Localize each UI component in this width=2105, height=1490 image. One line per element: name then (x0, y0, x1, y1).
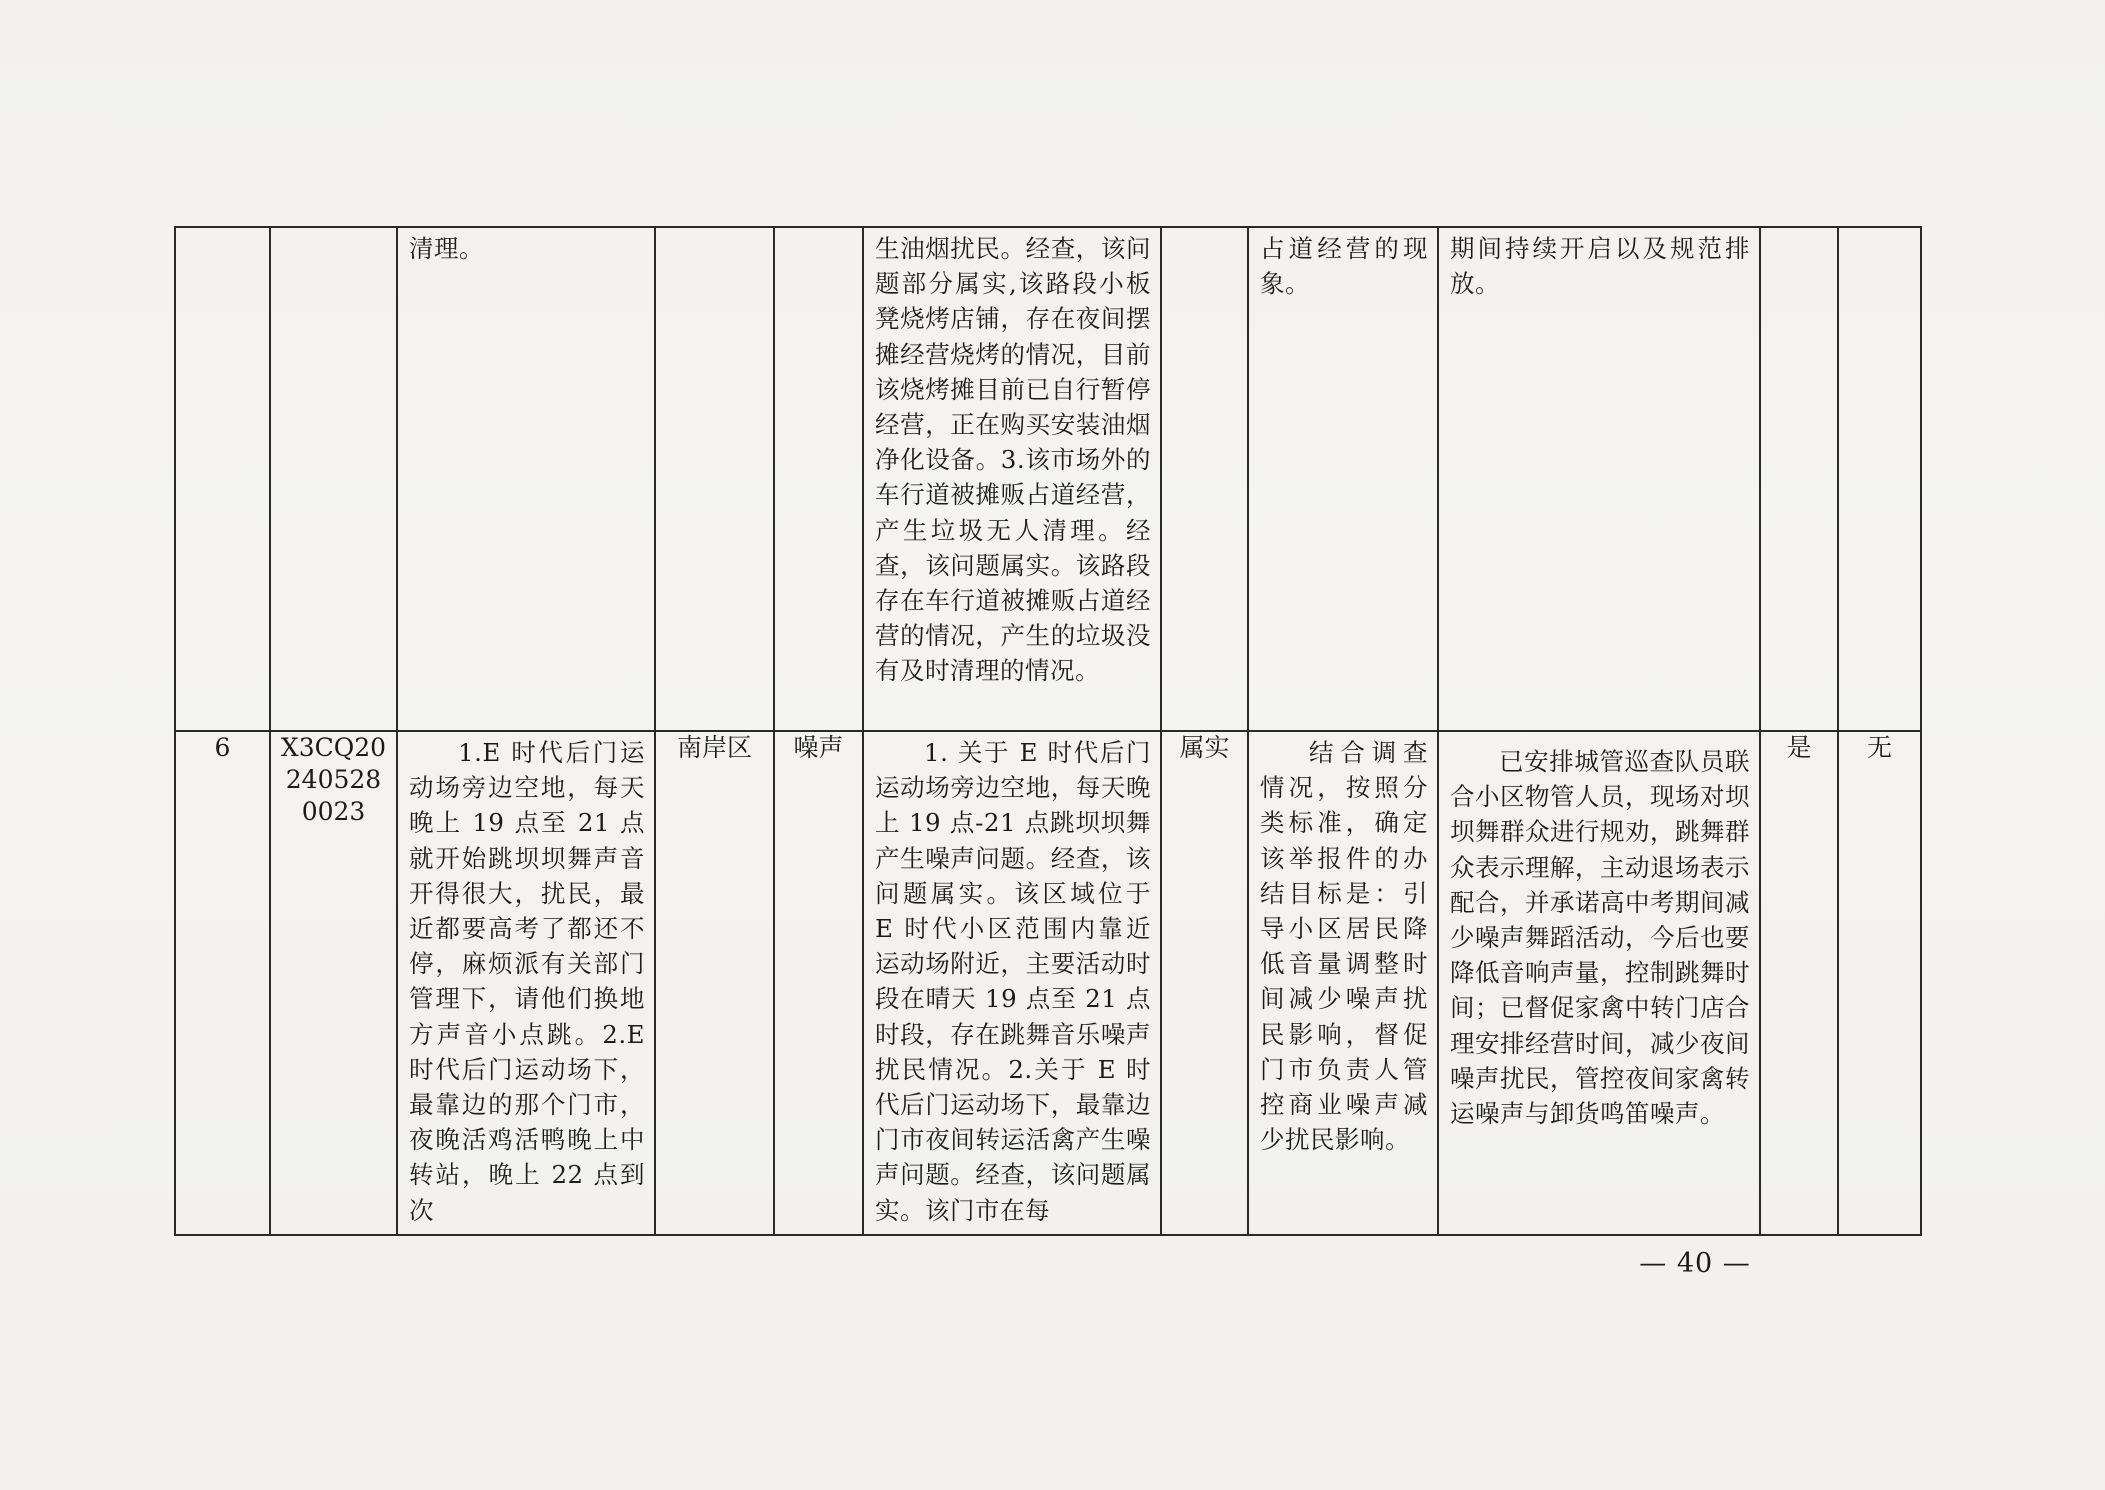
category-text: 噪声 (793, 733, 844, 762)
investigation-text: 生油烟扰民。经查，该问题部分属实,该路段小板凳烧烤店铺，存在夜间摆摊经营烧烤的情况，目前该烧烤摊目前已自行暂停经营，正在购买安装油烟净化设备。3.该市场外的车行道被摊贩占道经营，产生垃圾无人清理。经查，该问题属实。该路段存在车行道被摊贩占道经营的情况，产生的垃圾没有及时清理的情况。 (875, 234, 1151, 686)
verdict-text: 属实 (1179, 733, 1230, 762)
goal-cell (1248, 227, 1438, 731)
closed-cell (1760, 731, 1838, 1235)
accountability-cell (1838, 731, 1921, 1235)
index-cell (175, 731, 270, 1235)
measures-text: 已安排城管巡查队员联合小区物管人员，现场对坝坝舞群众进行规劝，跳舞群众表示理解，主动退场表示配合，并承诺高中考期间减少噪声舞蹈活动，今后也要降低音响声量，控制跳舞时间；已督促家禽中转门店合理安排经营时间，减少夜间噪声扰民，管控夜间家禽转运噪声与卸货鸣笛噪声。 (1450, 747, 1750, 1129)
category-cell (774, 731, 863, 1235)
measures-cell (1438, 731, 1760, 1235)
closed-cell (1760, 227, 1838, 731)
investigation-cell (863, 227, 1161, 731)
district-cell (655, 731, 774, 1235)
code-cell (270, 731, 397, 1235)
district-cell (655, 227, 774, 731)
accountability-text: 无 (1866, 733, 1892, 762)
complaint-code: X3CQ20240528 0023 (280, 733, 387, 826)
verdict-cell (1161, 731, 1248, 1235)
code-cell (270, 227, 397, 731)
table-row (175, 731, 1921, 1235)
complaint-cell (397, 731, 655, 1235)
district-text: 南岸区 (676, 733, 752, 762)
complaint-table (174, 226, 1922, 1236)
investigation-cell (863, 731, 1161, 1235)
accountability-cell (1838, 227, 1921, 731)
complaint-text: 1.E 时代后门运动场旁边空地，每天晚上 19 点至 21 点就开始跳坝坝舞声音开得很大，扰民，最近都要高考了都还不停，麻烦派有关部门管理下，请他们换地方声音小点跳。2.E 时代后门运动场下，最靠边的那个门市，夜晚活鸡活鸭晚上中转站，晚上 22 点到次 (409, 738, 645, 1225)
goal-text: 结合调查情况，按照分类标准，确定该举报件的办结目标是：引导小区居民降低音量调整时间减少噪声扰民影响，督促门市负责人管控商业噪声减少扰民影响。 (1260, 738, 1428, 1155)
investigation-text: 1. 关于 E 时代后门运动场旁边空地，每天晚上 19 点-21 点跳坝坝舞产生噪声问题。经查，该问题属实。该区域位于 E 时代小区范围内靠近运动场附近，主要活动时段在晴天 19 点至 21 点时段，存在跳舞音乐噪声扰民情况。2.关于 E 时代后门运动场下，最靠边门市夜间转运活禽产生噪声问题。经查，该问题属实。该门市在每 (875, 738, 1151, 1225)
complaint-cell (397, 227, 655, 731)
table-row (175, 227, 1921, 731)
measures-text: 期间持续开启以及规范排放。 (1450, 234, 1750, 299)
goal-cell (1248, 731, 1438, 1235)
closed-text: 是 (1786, 733, 1812, 762)
verdict-cell (1161, 227, 1248, 731)
index-cell (175, 227, 270, 731)
category-cell (774, 227, 863, 731)
page-number: — 40 — (1639, 1248, 1751, 1279)
goal-text: 占道经营的现象。 (1260, 234, 1428, 299)
row-index: 6 (214, 733, 231, 762)
measures-cell (1438, 227, 1760, 731)
complaint-text: 清理。 (409, 234, 484, 263)
